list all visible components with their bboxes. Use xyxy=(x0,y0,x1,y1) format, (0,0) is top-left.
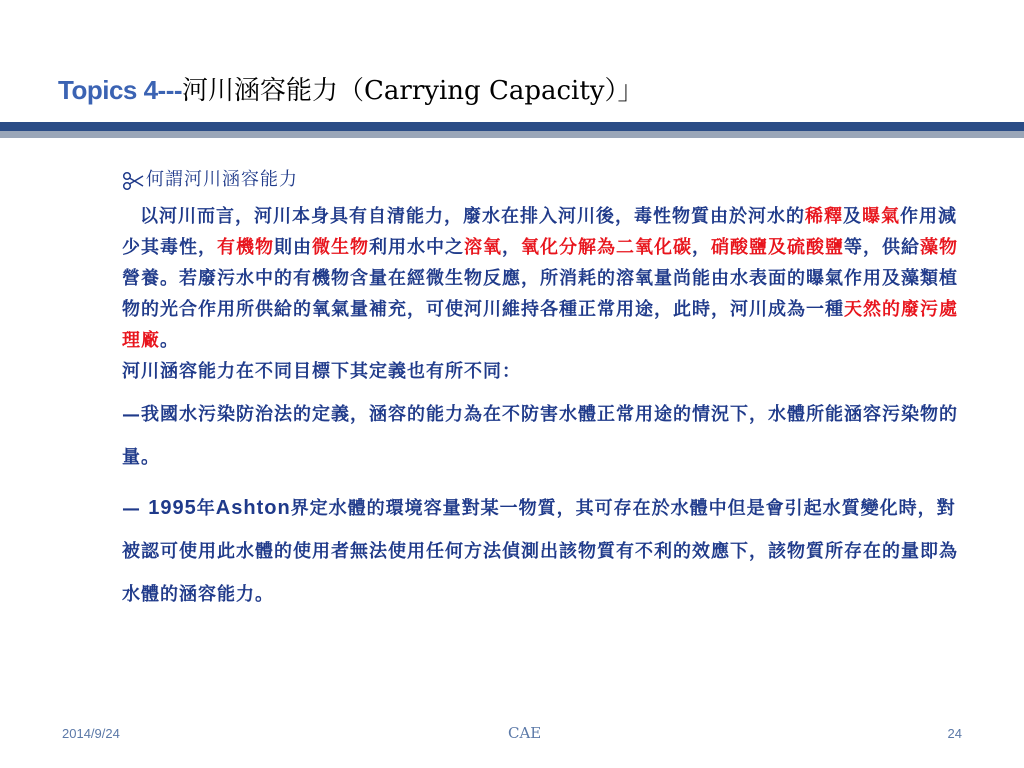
slide-title xyxy=(58,70,644,111)
para-text: 利用水中之 xyxy=(369,237,464,258)
para-text: 。 xyxy=(160,330,179,351)
para-text: 及 xyxy=(843,206,862,227)
para-text: 作用減少其毒性， xyxy=(122,206,957,258)
para-highlight: 天然的廢污處理廠 xyxy=(122,299,958,351)
subtitle xyxy=(122,164,962,195)
para-highlight: 溶氧 xyxy=(464,237,502,258)
para-text: ， xyxy=(692,237,711,258)
para-highlight: 曝氣 xyxy=(862,206,900,227)
def2-text: 界定水體的環境容量對某一物質，其可存在於水體中但是會引起水質變化時，對被認可使用此水體的使用者無法使用任何方法偵測出該物質有不利的效應下，該物質所存在的量即為水體的涵容能力。 xyxy=(122,498,958,605)
def2-year: 1995 xyxy=(148,497,197,519)
para-highlight: 氧化分解為二氧化碳 xyxy=(521,237,692,258)
scissors-icon xyxy=(122,170,144,190)
para-highlight: 硝酸鹽及硫酸鹽 xyxy=(711,237,844,258)
page-number: 24 xyxy=(947,726,962,741)
title-topic: Topics 4--- xyxy=(58,75,183,105)
para-text: 以河川而言，河川本身具有自清能力，廢水在排入河川後，毒性物質由於河水的 xyxy=(140,206,805,227)
title-text: 河川涵容能力（Carrying Capacity）」 xyxy=(182,76,644,106)
footer-center: CAE xyxy=(508,724,542,742)
para-text: 則由 xyxy=(274,237,312,258)
para-text: 等，供給 xyxy=(844,237,920,258)
para-highlight: 稀釋 xyxy=(805,206,843,227)
footer-date: 2014/9/24 xyxy=(62,726,120,741)
para-highlight: 藻物 xyxy=(920,237,958,258)
def2-dash: — xyxy=(122,498,141,519)
para-highlight: 微生物 xyxy=(312,237,369,258)
para-text: 營養。若廢污水中的有機物含量在經微生物反應，所消耗的溶氧量尚能由水表面的曝氣作用及藻類植物的光合作用所供給的氧氣量補充，可使河川維持各種正常用途，此時，河川成為一種 xyxy=(122,268,958,320)
def2-nian: 年 xyxy=(196,498,216,519)
slide-content xyxy=(122,164,962,616)
definition-2 xyxy=(122,487,962,616)
main-paragraph xyxy=(122,201,962,356)
title-divider-bar xyxy=(0,122,1024,138)
def2-name: Ashton xyxy=(215,497,291,519)
para-text: ， xyxy=(502,237,521,258)
definition-1: —我國水污染防治法的定義，涵容的能力為在不防害水體正常用途的情況下，水體所能涵容污染物的量。 xyxy=(122,404,958,468)
subtitle-text: 何謂河川涵容能力 xyxy=(146,169,298,190)
intro-line: 河川涵容能力在不同目標下其定義也有所不同： xyxy=(122,361,521,382)
para-highlight: 有機物 xyxy=(217,237,274,258)
